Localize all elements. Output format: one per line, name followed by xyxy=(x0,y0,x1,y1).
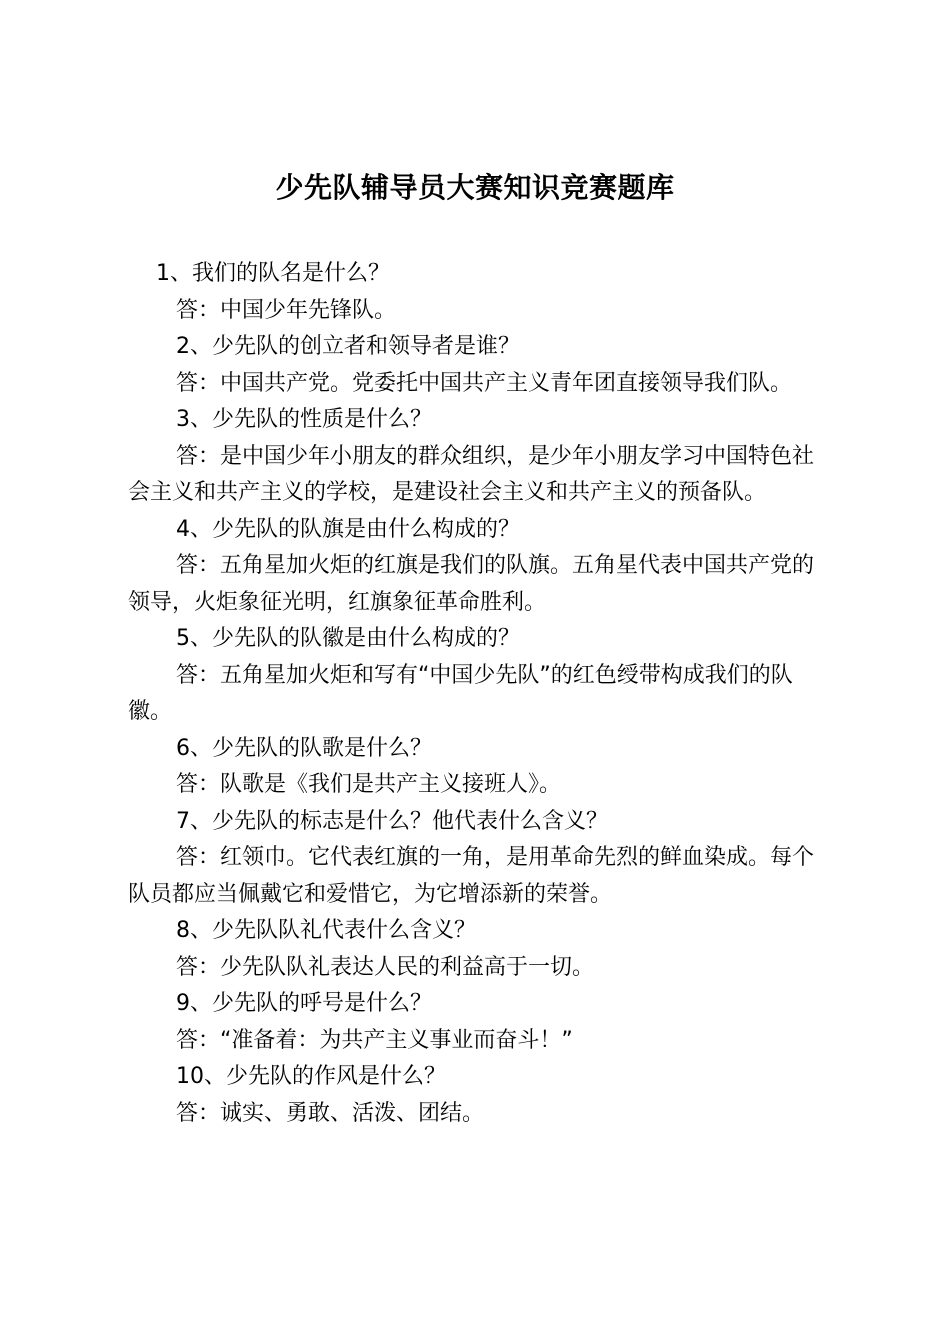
question-8: 8、少先队队礼代表什么含义？ xyxy=(176,918,476,943)
answer-4: 答：五角星加火炬的红旗是我们的队旗。五角星代表中国共产党的领导，火炬象征光明，红旗象征革命胜利。 xyxy=(128,553,815,615)
answer-8: 答：少先队队礼表达人民的利益高于一切。 xyxy=(176,954,595,980)
question-3: 3、少先队的性质是什么？ xyxy=(176,407,432,432)
answer-6: 答：队歌是《我们是共产主义接班人》。 xyxy=(176,772,562,797)
answer-10: 答：诚实、勇敢、活泼、团结。 xyxy=(176,1100,485,1126)
answer-5: 答：五角星加火炬和写有“中国少先队”的红色绶带构成我们的队徽。 xyxy=(128,662,793,724)
question-5: 5、少先队的队徽是由什么构成的？ xyxy=(176,626,520,651)
question-10: 10、少先队的作风是什么？ xyxy=(176,1064,446,1089)
document-title: 少先队辅导员大赛知识竞赛题库 xyxy=(275,171,675,204)
question-7: 7、少先队的标志是什么？他代表什么含义？ xyxy=(176,808,608,834)
answer-1: 答：中国少年先锋队。 xyxy=(176,297,397,323)
question-2: 2、少先队的创立者和领导者是谁？ xyxy=(176,334,520,359)
question-9: 9、少先队的呼号是什么？ xyxy=(176,991,432,1016)
question-6: 6、少先队的队歌是什么？ xyxy=(176,735,432,761)
answer-7: 答：红领巾。它代表红旗的一角，是用革命先烈的鲜血染成。每个队员都应当佩戴它和爱惜它，为它增添新的荣誉。 xyxy=(128,845,815,907)
question-1: 1、我们的队名是什么？ xyxy=(156,261,390,286)
answer-2: 答：中国共产党。党委托中国共产主义青年团直接领导我们队。 xyxy=(176,370,793,396)
answer-3: 答：是中国少年小朋友的群众组织，是少年小朋友学习中国特色社会主义和共产主义的学校，是建设社会主义和共产主义的预备队。 xyxy=(128,443,815,505)
question-4: 4、少先队的队旗是由什么构成的？ xyxy=(176,516,520,542)
answer-9: 答：“准备着：为共产主义事业而奋斗！” xyxy=(176,1027,573,1053)
qa-list xyxy=(128,256,834,1132)
